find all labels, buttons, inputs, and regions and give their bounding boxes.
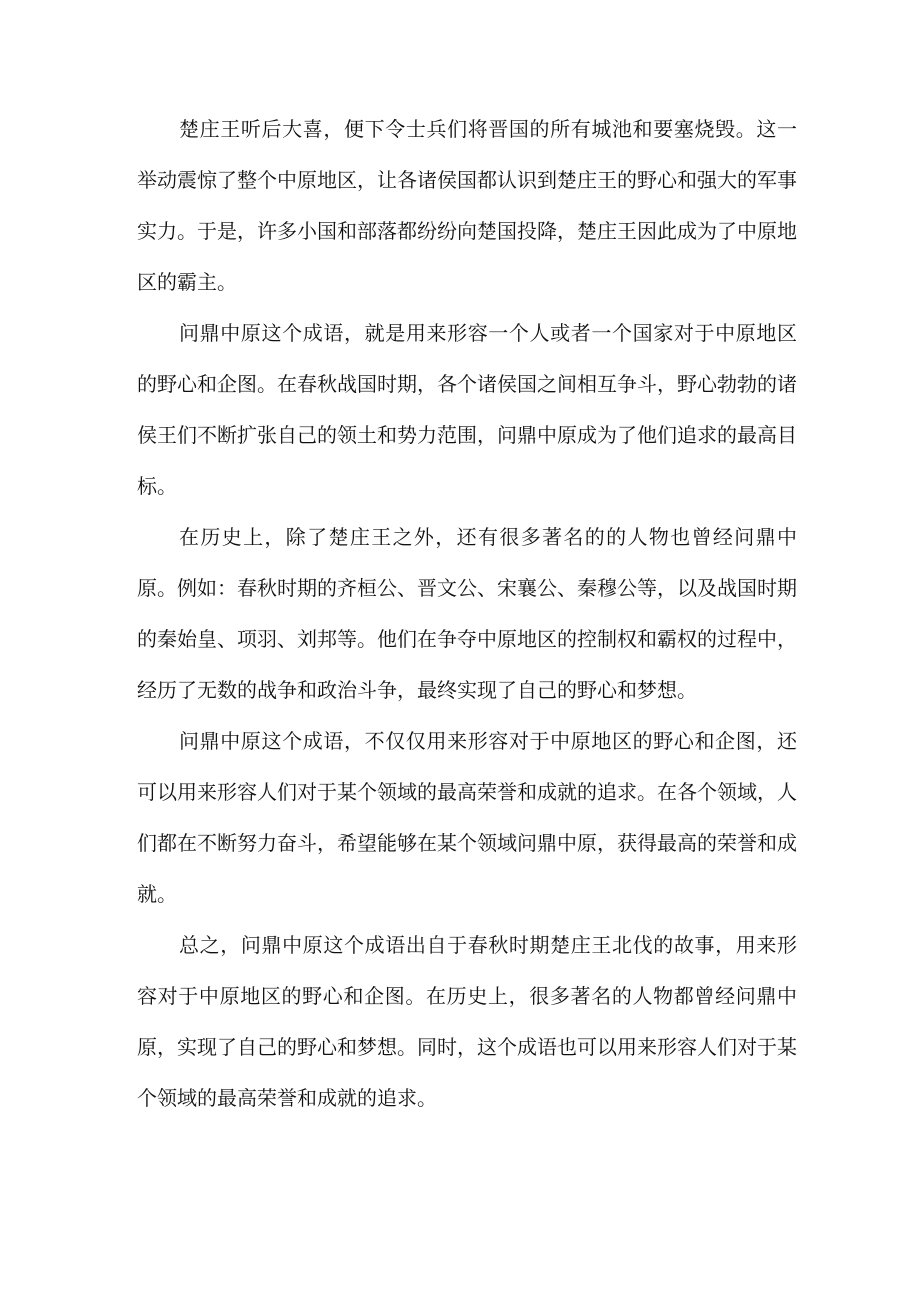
paragraph-5: 总之，问鼎中原这个成语出自于春秋时期楚庄王北伐的故事，用来形容对于中原地区的野心和企图。在历史上，很多著名的人物都曾经问鼎中原，实现了自己的野心和梦想。同时，这个成语也可以用来形容人们对于某个领域的最高荣誉和成就的追求。 — [137, 933, 797, 1110]
paragraph-1: 楚庄王听后大喜，便下令士兵们将晋国的所有城池和要塞烧毁。这一举动震惊了整个中原地区，让各诸侯国都认识到楚庄王的野心和强大的军事实力。于是，许多小国和部落都纷纷向楚国投降，楚庄王因此成为了中原地区的霸主。 — [137, 117, 797, 294]
paragraph-3: 在历史上，除了楚庄王之外，还有很多著名的的人物也曾经问鼎中原。例如：春秋时期的齐桓公、晋文公、宋襄公、秦穆公等，以及战国时期的秦始皇、项羽、刘邦等。他们在争夺中原地区的控制权和霸权的过程中，经历了无数的战争和政治斗争，最终实现了自己的野心和梦想。 — [137, 525, 797, 702]
paragraph-4: 问鼎中原这个成语，不仅仅用来形容对于中原地区的野心和企图，还可以用来形容人们对于某个领域的最高荣誉和成就的追求。在各个领域，人们都在不断努力奋斗，希望能够在某个领域问鼎中原，获得最高的荣誉和成就。 — [137, 729, 797, 906]
document-body — [137, 104, 797, 1124]
paragraph-2: 问鼎中原这个成语，就是用来形容一个人或者一个国家对于中原地区的野心和企图。在春秋战国时期，各个诸侯国之间相互争斗，野心勃勃的诸侯王们不断扩张自己的领土和势力范围，问鼎中原成为了他们追求的最高目标。 — [137, 321, 797, 498]
